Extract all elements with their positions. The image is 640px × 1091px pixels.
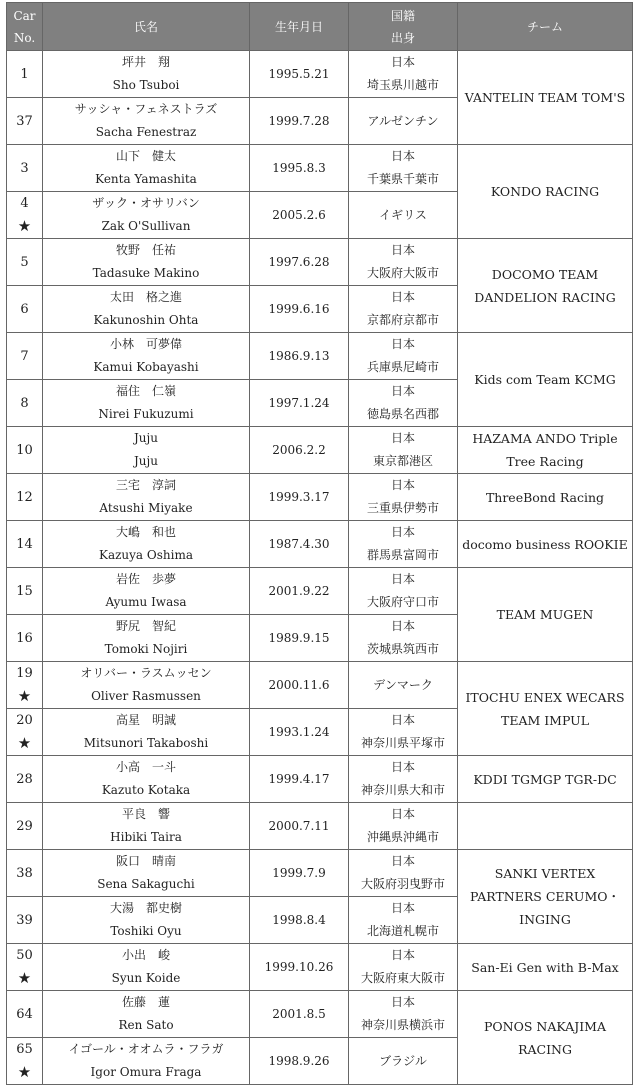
driver-row xyxy=(7,756,633,803)
driver-name-cell xyxy=(43,756,250,803)
driver-name-cell xyxy=(43,192,250,239)
car-number: 39 xyxy=(16,912,33,928)
hometown: 群馬県富岡市 xyxy=(366,548,439,562)
car-number-cell xyxy=(7,286,43,333)
driver-row xyxy=(7,568,633,615)
car-number: 3 xyxy=(20,160,29,176)
driver-name-cell xyxy=(43,897,250,944)
driver-table xyxy=(6,2,633,1085)
rookie-star-icon: ★ xyxy=(17,969,32,987)
team-cell: VANTELIN TEAM TOM'S xyxy=(458,51,633,145)
nationality-cell xyxy=(349,239,458,286)
nationality-cell xyxy=(349,897,458,944)
nationality-cell xyxy=(349,427,458,474)
driver-name-en: Tadasuke Makino xyxy=(92,266,200,280)
nationality: 日本 xyxy=(390,525,415,539)
header-row xyxy=(7,3,633,51)
header-team: チーム xyxy=(458,3,633,51)
birth-date-cell: 1999.4.17 xyxy=(250,756,349,803)
rookie-star-icon: ★ xyxy=(17,1063,32,1081)
car-number: 29 xyxy=(16,818,33,834)
driver-name-en: Sena Sakaguchi xyxy=(97,877,195,891)
driver-name-jp: 平良 響 xyxy=(121,807,170,821)
hometown: 兵庫県尼崎市 xyxy=(366,360,439,374)
team-cell: KDDI TGMGP TGR-DC xyxy=(458,756,633,803)
car-number: 19 xyxy=(16,666,33,681)
driver-row xyxy=(7,145,633,192)
nationality-cell: イギリス xyxy=(349,192,458,239)
driver-name-jp: 大嶋 和也 xyxy=(115,525,176,539)
driver-name-cell xyxy=(43,850,250,897)
car-number-cell xyxy=(7,474,43,521)
driver-name-cell xyxy=(43,521,250,568)
nationality-cell xyxy=(349,474,458,521)
car-number-cell xyxy=(7,991,43,1038)
car-number: 5 xyxy=(20,254,29,270)
header-nationality-line1: 国籍 xyxy=(390,8,415,23)
driver-name-en: Oliver Rasmussen xyxy=(91,689,201,703)
driver-name-en: Nirei Fukuzumi xyxy=(98,407,194,421)
nationality: 日本 xyxy=(390,431,415,445)
car-number: 1 xyxy=(20,66,29,82)
driver-name-cell xyxy=(43,1038,250,1085)
driver-name-jp: 小出 峻 xyxy=(121,948,170,962)
car-number-cell xyxy=(7,850,43,897)
driver-name-cell xyxy=(43,380,250,427)
driver-name-cell xyxy=(43,568,250,615)
car-number-cell xyxy=(7,239,43,286)
driver-name-jp: 山下 健太 xyxy=(115,149,176,163)
driver-name-jp: 阪口 晴南 xyxy=(115,854,176,868)
header-car-line1: Car xyxy=(13,8,36,23)
hometown: 大阪府守口市 xyxy=(366,595,439,609)
driver-name-en: Syun Koide xyxy=(111,971,181,985)
driver-row xyxy=(7,333,633,380)
driver-name-en: Kenta Yamashita xyxy=(95,172,197,186)
car-number: 15 xyxy=(16,583,33,599)
birth-date-cell: 2000.7.11 xyxy=(250,803,349,850)
birth-date-cell: 1999.3.17 xyxy=(250,474,349,521)
nationality-cell xyxy=(349,991,458,1038)
driver-name-cell xyxy=(43,615,250,662)
header-name: 氏名 xyxy=(43,3,250,51)
team-cell: docomo business ROOKIE xyxy=(458,521,633,568)
birth-date-cell: 1993.1.24 xyxy=(250,709,349,756)
birth-date-cell: 1987.4.30 xyxy=(250,521,349,568)
driver-name-jp: イゴール・オオムラ・フラガ xyxy=(68,1042,224,1056)
nationality: 日本 xyxy=(390,854,415,868)
car-number: 64 xyxy=(16,1006,33,1022)
team-cell: ITOCHU ENEX WECARS TEAM IMPUL xyxy=(458,662,633,756)
team-cell: DOCOMO TEAM DANDELION RACING xyxy=(458,239,633,333)
birth-date-cell: 1995.8.3 xyxy=(250,145,349,192)
team-cell: TEAM MUGEN xyxy=(458,568,633,662)
driver-name-cell xyxy=(43,474,250,521)
nationality-cell xyxy=(349,51,458,98)
nationality-cell xyxy=(349,709,458,756)
car-number: 14 xyxy=(16,536,33,552)
birth-date-cell: 1997.1.24 xyxy=(250,380,349,427)
nationality: 日本 xyxy=(390,901,415,915)
nationality-cell xyxy=(349,145,458,192)
driver-name-jp: 小高 一斗 xyxy=(115,760,176,774)
nationality-cell xyxy=(349,286,458,333)
nationality: 日本 xyxy=(390,337,415,351)
nationality-cell xyxy=(349,380,458,427)
driver-name-jp: オリバー・ラスムッセン xyxy=(80,666,212,680)
car-number-cell xyxy=(7,709,43,756)
car-number-cell xyxy=(7,1038,43,1085)
rookie-star-icon: ★ xyxy=(17,734,32,752)
nationality: 日本 xyxy=(390,619,415,633)
hometown: 東京都港区 xyxy=(372,454,433,468)
car-number-cell xyxy=(7,944,43,991)
driver-name-cell xyxy=(43,709,250,756)
driver-row xyxy=(7,427,633,474)
driver-name-jp: 佐藤 蓮 xyxy=(121,995,170,1009)
driver-name-jp: サッシャ・フェネストラズ xyxy=(74,102,218,116)
car-number: 50 xyxy=(16,948,33,963)
rookie-star-icon: ★ xyxy=(17,687,32,705)
nationality: 日本 xyxy=(390,384,415,398)
nationality: 日本 xyxy=(390,713,415,727)
birth-date-cell: 1998.9.26 xyxy=(250,1038,349,1085)
driver-name-cell xyxy=(43,51,250,98)
header-dob: 生年月日 xyxy=(250,3,349,51)
driver-row xyxy=(7,662,633,709)
driver-name-jp: 高星 明誠 xyxy=(115,713,176,727)
driver-name-cell xyxy=(43,333,250,380)
driver-name-cell xyxy=(43,145,250,192)
driver-name-en: Kazuto Kotaka xyxy=(101,783,191,797)
team-cell: Kids com Team KCMG xyxy=(458,333,633,427)
hometown: 大阪府羽曳野市 xyxy=(360,877,445,891)
nationality-cell xyxy=(349,333,458,380)
driver-name-jp: 大湯 都史樹 xyxy=(109,901,182,915)
hometown: 大阪府東大阪市 xyxy=(360,971,445,985)
driver-name-jp: 坪井 翔 xyxy=(121,55,170,69)
birth-date-cell: 1999.7.9 xyxy=(250,850,349,897)
driver-name-cell xyxy=(43,427,250,474)
car-number: 16 xyxy=(16,630,33,646)
car-number-cell xyxy=(7,662,43,709)
car-number: 28 xyxy=(16,771,33,787)
birth-date-cell: 2001.8.5 xyxy=(250,991,349,1038)
driver-name-jp: 牧野 任祐 xyxy=(115,243,176,257)
driver-name-en: Zak O'Sullivan xyxy=(101,219,191,233)
nationality: 日本 xyxy=(390,478,415,492)
birth-date-cell: 1999.7.28 xyxy=(250,98,349,145)
hometown: 京都府京都市 xyxy=(366,313,439,327)
hometown: 埼玉県川越市 xyxy=(366,78,439,92)
driver-name-jp: 岩佐 歩夢 xyxy=(115,572,176,586)
driver-name-en: Sho Tsuboi xyxy=(112,78,180,92)
hometown: 大阪府大阪市 xyxy=(366,266,439,280)
hometown: 北海道札幌市 xyxy=(366,924,439,938)
driver-name-jp: 太田 格之進 xyxy=(109,290,182,304)
driver-name-en: Tomoki Nojiri xyxy=(104,642,188,656)
driver-row xyxy=(7,521,633,568)
driver-name-jp: 福住 仁嶺 xyxy=(115,384,176,398)
nationality: 日本 xyxy=(390,290,415,304)
car-number: 38 xyxy=(16,865,33,881)
birth-date-cell: 1999.6.16 xyxy=(250,286,349,333)
team-cell: KONDO RACING xyxy=(458,145,633,239)
car-number: 12 xyxy=(16,489,33,505)
nationality: 日本 xyxy=(390,572,415,586)
driver-name-en: Mitsunori Takaboshi xyxy=(83,736,209,750)
birth-date-cell: 1989.9.15 xyxy=(250,615,349,662)
header-nationality-line2: 出身 xyxy=(390,30,415,45)
car-number-cell xyxy=(7,192,43,239)
driver-name-jp: Juju xyxy=(134,431,158,445)
driver-name-cell xyxy=(43,98,250,145)
driver-name-jp: 小林 可夢偉 xyxy=(109,337,182,351)
nationality: 日本 xyxy=(390,807,415,821)
car-number-cell xyxy=(7,521,43,568)
birth-date-cell: 2001.9.22 xyxy=(250,568,349,615)
birth-date-cell: 1998.8.4 xyxy=(250,897,349,944)
header-nationality xyxy=(349,3,458,51)
driver-name-cell xyxy=(43,803,250,850)
driver-name-cell xyxy=(43,662,250,709)
car-number: 20 xyxy=(16,713,33,728)
car-number-cell xyxy=(7,51,43,98)
driver-name-en: Igor Omura Fraga xyxy=(90,1065,202,1079)
nationality: 日本 xyxy=(390,948,415,962)
nationality: 日本 xyxy=(390,149,415,163)
driver-name-en: Kamui Kobayashi xyxy=(93,360,199,374)
nationality-cell xyxy=(349,944,458,991)
driver-name-cell xyxy=(43,991,250,1038)
table-body xyxy=(7,51,633,1085)
car-number: 65 xyxy=(16,1042,33,1057)
birth-date-cell: 2000.11.6 xyxy=(250,662,349,709)
hometown: 茨城県筑西市 xyxy=(366,642,439,656)
car-number-cell xyxy=(7,568,43,615)
driver-row xyxy=(7,239,633,286)
rookie-star-icon: ★ xyxy=(17,217,32,235)
nationality: 日本 xyxy=(390,995,415,1009)
car-number-cell xyxy=(7,897,43,944)
driver-row xyxy=(7,944,633,991)
car-number: 37 xyxy=(16,113,33,129)
birth-date-cell: 1997.6.28 xyxy=(250,239,349,286)
hometown: 神奈川県大和市 xyxy=(360,783,445,797)
nationality-cell: ブラジル xyxy=(349,1038,458,1085)
nationality-cell: デンマーク xyxy=(349,662,458,709)
birth-date-cell: 2006.2.2 xyxy=(250,427,349,474)
header-car-line2: No. xyxy=(13,30,36,45)
nationality: 日本 xyxy=(390,55,415,69)
hometown: 千葉県千葉市 xyxy=(366,172,439,186)
nationality-cell xyxy=(349,756,458,803)
nationality-cell xyxy=(349,568,458,615)
car-number-cell xyxy=(7,756,43,803)
driver-name-en: Juju xyxy=(134,454,158,468)
car-number: 4 xyxy=(20,196,29,211)
birth-date-cell: 2005.2.6 xyxy=(250,192,349,239)
nationality-cell: アルゼンチン xyxy=(349,98,458,145)
car-number-cell xyxy=(7,615,43,662)
driver-row xyxy=(7,803,633,850)
driver-row xyxy=(7,51,633,98)
car-number-cell xyxy=(7,145,43,192)
nationality-cell xyxy=(349,803,458,850)
driver-name-jp: 野尻 智紀 xyxy=(115,619,176,633)
team-cell: ThreeBond Racing xyxy=(458,474,633,521)
driver-name-en: Ren Sato xyxy=(118,1018,174,1032)
driver-name-jp: 三宅 淳詞 xyxy=(115,478,176,492)
team-cell: HAZAMA ANDO Triple Tree Racing xyxy=(458,427,633,474)
driver-row xyxy=(7,474,633,521)
car-number: 6 xyxy=(20,301,29,317)
hometown: 沖縄県沖縄市 xyxy=(366,830,439,844)
car-number: 10 xyxy=(16,442,33,458)
driver-name-cell xyxy=(43,239,250,286)
car-number-cell xyxy=(7,803,43,850)
driver-name-en: Hibiki Taira xyxy=(110,830,182,844)
birth-date-cell: 1986.9.13 xyxy=(250,333,349,380)
driver-name-en: Sacha Fenestraz xyxy=(95,125,197,139)
birth-date-cell: 1999.10.26 xyxy=(250,944,349,991)
nationality: 日本 xyxy=(390,760,415,774)
hometown: 神奈川県横浜市 xyxy=(360,1018,445,1032)
car-number-cell xyxy=(7,380,43,427)
nationality-cell xyxy=(349,615,458,662)
header-car-number xyxy=(7,3,43,51)
driver-row xyxy=(7,850,633,897)
birth-date-cell: 1995.5.21 xyxy=(250,51,349,98)
team-cell: PONOS NAKAJIMA RACING xyxy=(458,991,633,1085)
driver-name-en: Kazuya Oshima xyxy=(98,548,193,562)
driver-name-en: Kakunoshin Ohta xyxy=(93,313,199,327)
hometown: 三重県伊勢市 xyxy=(366,501,439,515)
team-cell xyxy=(458,803,633,850)
hometown: 徳島県名西郡 xyxy=(366,407,439,421)
driver-name-cell xyxy=(43,944,250,991)
car-number-cell xyxy=(7,98,43,145)
nationality-cell xyxy=(349,521,458,568)
team-cell: San-Ei Gen with B-Max xyxy=(458,944,633,991)
driver-name-cell xyxy=(43,286,250,333)
car-number-cell xyxy=(7,427,43,474)
driver-name-jp: ザック・オサリバン xyxy=(92,196,200,210)
car-number: 8 xyxy=(20,395,29,411)
nationality: 日本 xyxy=(390,243,415,257)
driver-name-en: Ayumu Iwasa xyxy=(105,595,187,609)
team-cell: SANKI VERTEX PARTNERS CERUMO・INGING xyxy=(458,850,633,944)
car-number: 7 xyxy=(20,348,29,364)
nationality-cell xyxy=(349,850,458,897)
car-number-cell xyxy=(7,333,43,380)
hometown: 神奈川県平塚市 xyxy=(360,736,445,750)
driver-row xyxy=(7,991,633,1038)
driver-name-en: Atsushi Miyake xyxy=(99,501,193,515)
driver-name-en: Toshiki Oyu xyxy=(110,924,182,938)
driver-table-container xyxy=(6,2,633,1085)
